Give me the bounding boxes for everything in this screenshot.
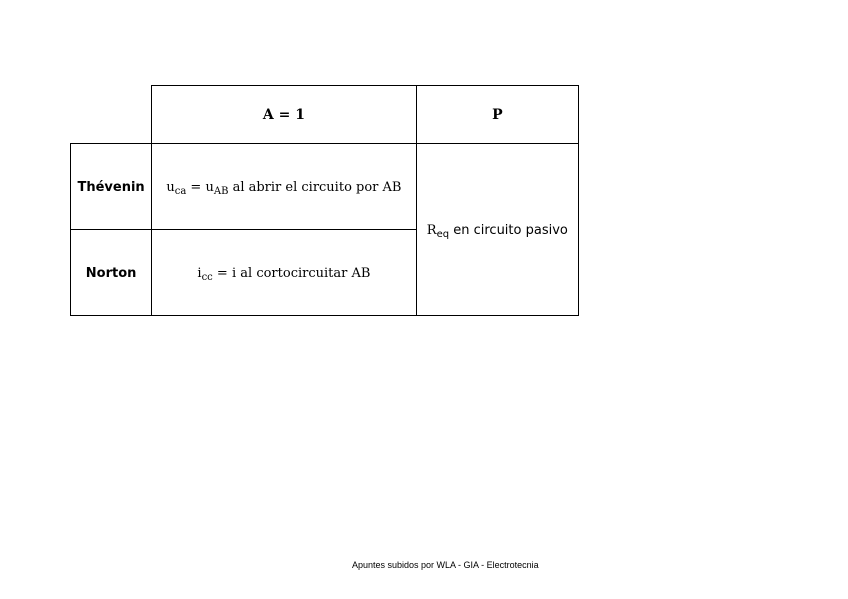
row-label-thevenin bbox=[71, 144, 152, 230]
table-row bbox=[71, 144, 579, 230]
thevenin-rhs-var: u bbox=[205, 179, 214, 195]
norton-formula-cell bbox=[152, 230, 417, 316]
req-text bbox=[427, 223, 568, 238]
thevenin-formula-cell bbox=[152, 144, 417, 230]
norton-label: Norton bbox=[85, 265, 137, 281]
norton-var-sub: cc bbox=[201, 271, 213, 283]
thevenin-equals: = bbox=[190, 179, 202, 195]
norton-var: i bbox=[197, 265, 202, 281]
thevenin-norton-table bbox=[70, 85, 579, 316]
thevenin-var: u bbox=[166, 179, 175, 195]
row-label-norton bbox=[71, 230, 152, 316]
thevenin-var-sub: ca bbox=[174, 185, 187, 197]
thevenin-formula bbox=[166, 180, 401, 195]
header-cell-p bbox=[416, 86, 578, 144]
norton-formula bbox=[197, 266, 370, 281]
req-var-sub: eq bbox=[436, 228, 450, 240]
thevenin-label: Thévenin bbox=[77, 179, 145, 195]
header-p-text: P bbox=[492, 106, 503, 123]
thevenin-rest: al abrir el circuito por AB bbox=[232, 179, 402, 195]
page-footer: Apuntes subidos por WLA - GIA - Electrotecnia bbox=[352, 560, 539, 570]
header-a-text: A = 1 bbox=[262, 106, 305, 123]
corner-cell bbox=[71, 86, 152, 144]
p-cell bbox=[416, 144, 578, 316]
table-header-row bbox=[71, 86, 579, 144]
req-var: R bbox=[426, 222, 437, 238]
norton-rest: al cortocircuitar AB bbox=[240, 265, 371, 281]
thevenin-rhs-sub: AB bbox=[213, 185, 229, 197]
norton-rhs-var: i bbox=[231, 265, 237, 281]
norton-equals: = bbox=[216, 265, 228, 281]
header-cell-a bbox=[152, 86, 417, 144]
req-rest: en circuito pasivo bbox=[453, 222, 568, 238]
